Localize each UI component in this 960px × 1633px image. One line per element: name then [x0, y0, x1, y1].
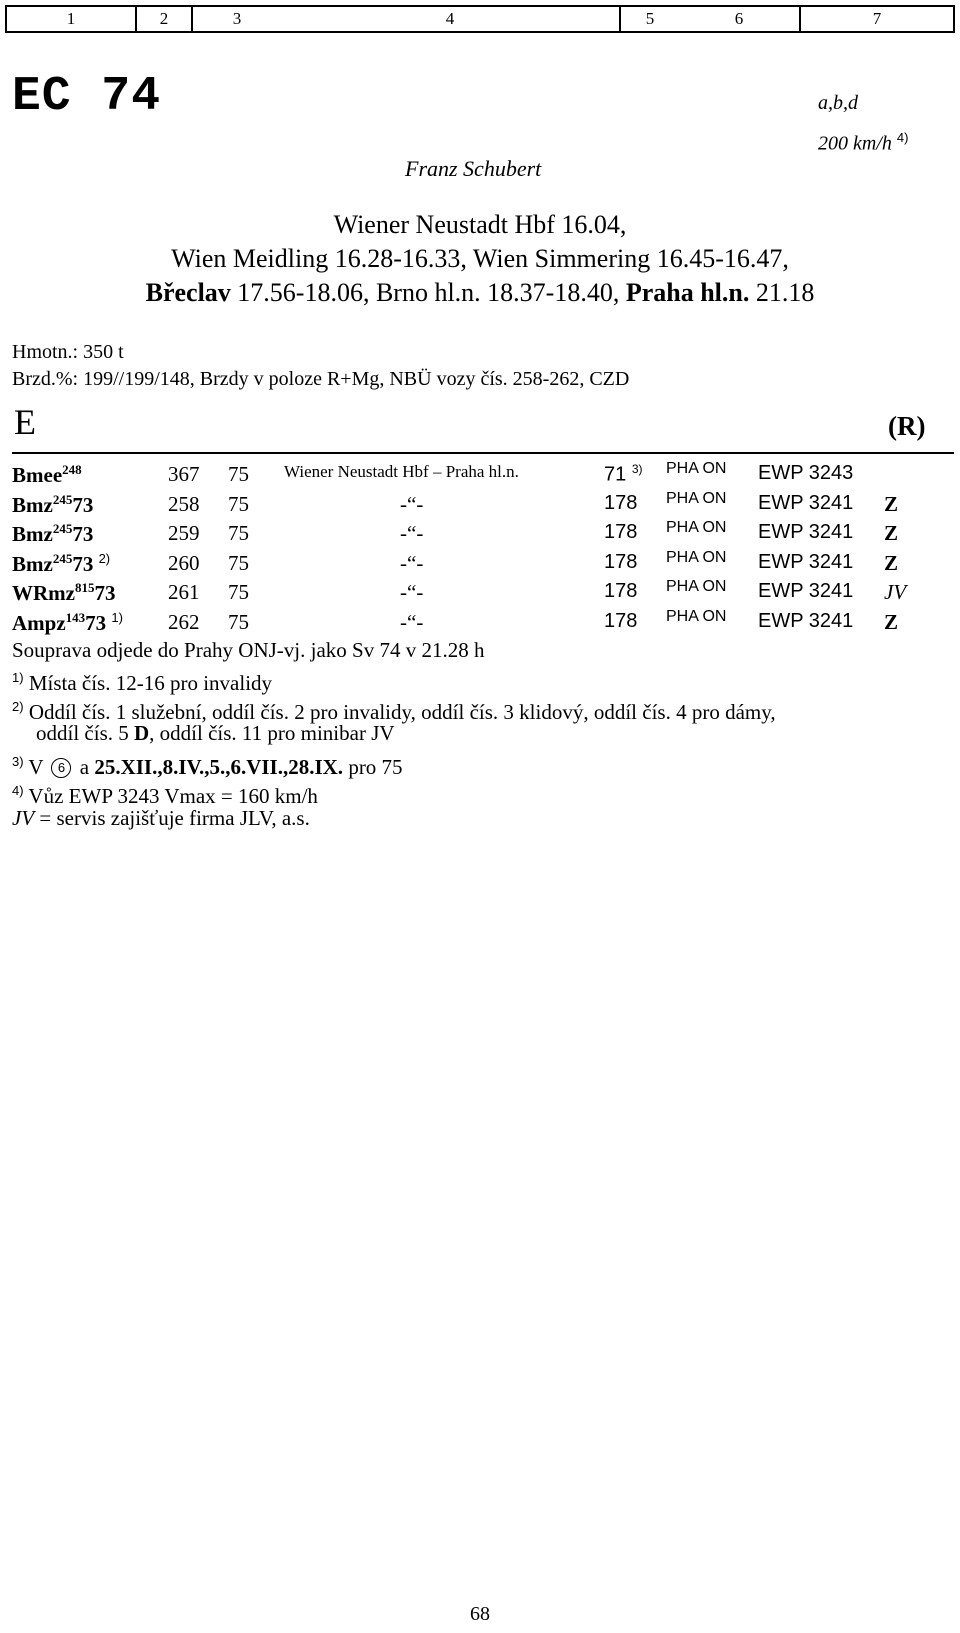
column-header-1: 1: [7, 7, 137, 31]
car-type-suffix: 73: [72, 551, 94, 576]
column-header-2: 2: [137, 7, 193, 31]
note-2-cont-bold: D: [134, 721, 150, 745]
car-route: -“-: [400, 550, 424, 575]
car-type: Bmz: [12, 522, 53, 547]
car-type-cell: [12, 551, 110, 577]
route-line-3-end: 21.18: [749, 278, 815, 307]
route-line-2: Wien Meidling 16.28-16.33, Wien Simmering 16.45-16.47,: [171, 244, 789, 273]
car-type-sup: 245: [52, 491, 73, 507]
car-row: [0, 521, 960, 551]
car-number: 262: [168, 610, 200, 634]
car-type-suffix: 73: [85, 611, 107, 635]
car-distance-value: 178: [604, 550, 638, 573]
note-2-cont-post: , oddíl čís. 11 pro minibar JV: [149, 721, 395, 745]
car-direction: PHA ON: [666, 460, 727, 477]
station-praha: Praha hl.n.: [625, 278, 750, 307]
car-ewp: EWP 3241: [758, 610, 854, 632]
car-distance: [604, 521, 637, 544]
car-ewp: EWP 3241: [758, 550, 854, 573]
car-footnote-ref: 2): [98, 550, 111, 566]
car-distance-value: 71: [604, 463, 627, 486]
car-type-cell: [12, 462, 82, 488]
car-distance: [604, 580, 637, 603]
route-line-3-mid: 17.56-18.06, Brno hl.n. 18.37-18.40,: [230, 278, 626, 307]
car-type: WRmz: [12, 581, 75, 606]
column-header-3: 3: [232, 9, 242, 28]
car-type-cell: [12, 580, 115, 606]
note-3-pre: V: [23, 755, 49, 779]
car-type-sup: 245: [52, 521, 73, 537]
car-number: 261: [168, 580, 200, 605]
car-mark: Z: [884, 521, 899, 546]
car-direction: PHA ON: [666, 489, 727, 507]
reservation-label: (R): [888, 411, 926, 441]
car-type-cell: [12, 521, 93, 547]
car-train: 75: [228, 580, 249, 605]
car-number: 367: [168, 462, 200, 486]
note-jv-text: = servis zajišťuje firma JLV, a.s.: [34, 806, 310, 830]
car-train: 75: [228, 610, 249, 634]
car-train: 75: [228, 491, 249, 516]
car-train: 75: [228, 550, 249, 575]
note-1-ref: 1): [12, 670, 24, 685]
car-route: -“-: [400, 491, 424, 516]
car-type-sup: 815: [74, 580, 95, 596]
car-distance: [604, 551, 637, 574]
car-type-sup: 143: [65, 610, 86, 625]
car-row: [0, 489, 960, 522]
car-distance: [604, 492, 637, 515]
note-2-cont-pre: oddíl čís. 5: [36, 721, 134, 745]
note-jv-abbr: JV: [12, 806, 35, 830]
car-ewp: EWP 3241: [758, 491, 854, 514]
car-direction: PHA ON: [666, 548, 727, 566]
station-breclav: Břeclav: [145, 278, 231, 307]
car-type: Bmz: [12, 551, 53, 576]
car-direction: PHA ON: [666, 519, 727, 537]
car-train: 75: [228, 521, 249, 546]
car-distance: [604, 610, 637, 633]
car-type-suffix: 73: [72, 492, 94, 517]
speed-footnote-ref: 4): [896, 130, 909, 145]
car-type-cell: [12, 610, 123, 636]
brake-info: Brzd.%: 199//199/148, Brzdy v poloze R+Mg, NBÜ vozy čís. 258-262, CZD: [12, 368, 630, 390]
note-departure: Souprava odjede do Prahy ONJ-vj. jako Sv 74 v 21.28 h: [12, 638, 485, 662]
note-3-dates: 25.XII.,8.IV.,5.,6.VII.,28.IX.: [94, 755, 344, 779]
circled-six-icon: 6: [51, 758, 71, 778]
note-1-text: Místa čís. 12-16 pro invalidy: [23, 671, 273, 695]
note-4-ref: 4): [12, 783, 24, 798]
car-ewp: EWP 3243: [758, 462, 854, 484]
car-row: [0, 580, 960, 610]
car-route: -“-: [400, 580, 424, 605]
car-distance-value: 178: [604, 521, 638, 544]
car-ewp: EWP 3241: [758, 580, 854, 603]
car-number: 258: [168, 491, 200, 516]
car-route: -“-: [400, 610, 424, 634]
car-direction: PHA ON: [666, 578, 727, 596]
column-header-row: [5, 5, 955, 33]
car-type-cell: [12, 492, 93, 518]
car-type-suffix: 73: [72, 522, 94, 547]
car-distance-value: 178: [604, 580, 638, 603]
car-route: -“-: [400, 521, 424, 546]
car-mark: Z: [884, 610, 899, 634]
note-2-text: Oddíl čís. 1 služební, oddíl čís. 2 pro invalidy, oddíl čís. 3 klidový, oddíl čís. 4 pro dámy,: [23, 700, 776, 724]
car-type-suffix: 73: [94, 581, 116, 606]
car-type: Ampz: [12, 611, 66, 635]
car-type-sup: 248: [62, 462, 82, 477]
train-attributes: a,b,d: [818, 92, 858, 114]
route-line-3: [0, 276, 960, 310]
car-route: Wiener Neustadt Hbf – Praha hl.n.: [284, 462, 519, 481]
note-3-mid: a: [74, 755, 95, 779]
note-3-post: pro 75: [343, 755, 403, 779]
car-mark: Z: [884, 550, 899, 575]
note-3-ref: 3): [12, 754, 24, 769]
car-distance-value: 178: [604, 491, 638, 514]
column-header-5: 5: [645, 9, 655, 28]
train-speed: [818, 130, 908, 156]
car-mark: JV: [884, 580, 907, 605]
car-type-sup: 245: [52, 550, 73, 566]
car-ewp: EWP 3241: [758, 521, 854, 544]
car-train: 75: [228, 462, 249, 486]
car-type: Bmz: [12, 492, 53, 517]
weight-info: Hmotn.: 350 t: [12, 341, 124, 363]
note-2-continued: [12, 719, 395, 748]
distance-footnote-ref: 3): [631, 462, 643, 476]
category-label: E: [14, 402, 36, 442]
column-header-4: 4: [281, 7, 621, 31]
train-name: Franz Schubert: [405, 156, 542, 181]
page-number: 68: [470, 1603, 490, 1625]
car-distance-value: 178: [604, 610, 638, 632]
car-type: Bmee: [12, 463, 63, 487]
column-header-7: 7: [872, 9, 882, 28]
route-line-1: Wiener Neustadt Hbf 16.04,: [333, 210, 627, 239]
car-row: [0, 462, 960, 492]
car-footnote-ref: 1): [111, 610, 123, 625]
car-number: 259: [168, 521, 200, 546]
speed-value: 200 km/h: [818, 132, 892, 155]
note-4-text: Vůz EWP 3243 Vmax = 160 km/h: [23, 784, 318, 808]
car-row: [0, 548, 960, 581]
car-mark: Z: [884, 491, 899, 516]
note-2-ref: 2): [12, 699, 24, 714]
car-distance: [604, 462, 642, 487]
car-number: 260: [168, 550, 200, 575]
train-title: EC 74: [12, 70, 162, 124]
car-direction: PHA ON: [666, 608, 727, 625]
note-jv: [12, 804, 310, 833]
column-header-6: 6: [679, 7, 801, 31]
table-divider: [12, 452, 954, 454]
